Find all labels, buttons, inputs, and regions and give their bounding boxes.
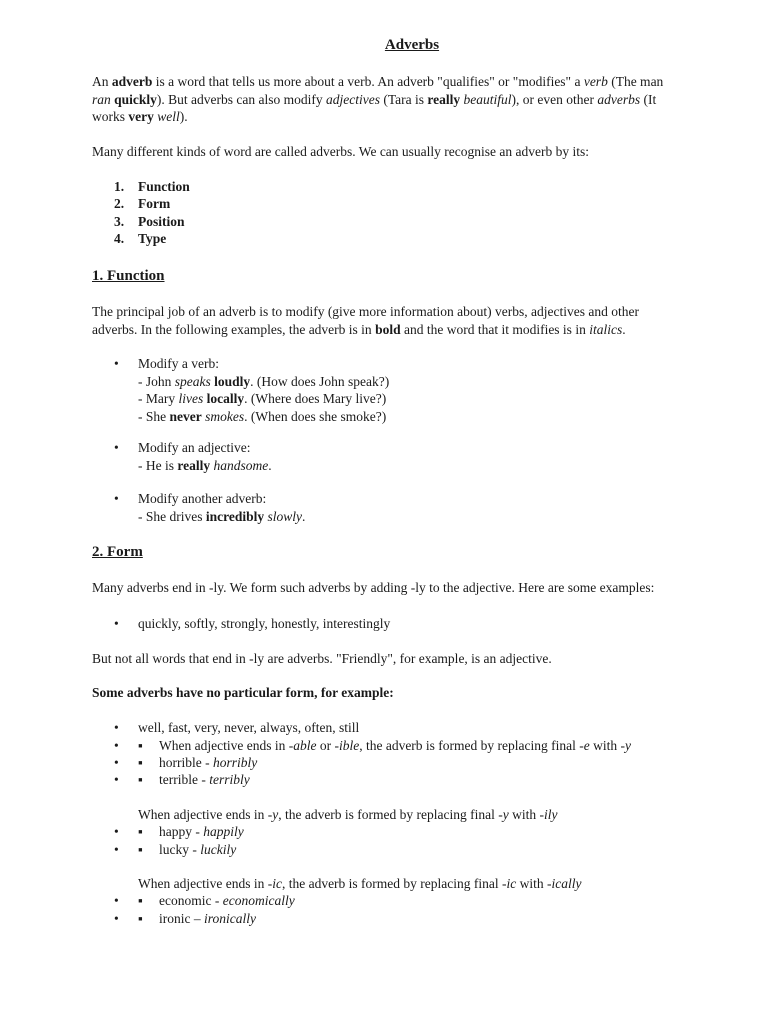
bullet-icon: • (114, 772, 119, 787)
bullet-icon: • (114, 824, 119, 839)
bullet-icon: • (114, 356, 119, 371)
bullet-icon: • (114, 911, 119, 926)
bullet-icon: • (114, 616, 119, 631)
example-line: - John speaks loudly. (How does John speak?) (138, 373, 390, 389)
intro-paragraph (92, 73, 732, 126)
square-bullet-icon: ▪ (138, 755, 143, 770)
form-paragraph-1: Many adverbs end in -ly. We form such adverbs by adding -ly to the adjective. Here are some examples: (92, 580, 655, 595)
bullet-icon: • (114, 440, 119, 455)
bullet-icon: • (114, 893, 119, 908)
example-line: - She never smokes. (When does she smoke?) (138, 408, 387, 424)
bullet-icon: • (114, 491, 119, 506)
intro-line-3: works very well). (92, 109, 188, 124)
form-paragraph-3: Some adverbs have no particular form, for example: (92, 685, 394, 700)
list-item: 1. Function (114, 179, 190, 194)
example-line: - He is really handsome. (138, 457, 272, 473)
intro-line-1: An adverb is a word that tells us more about a verb. An adverb "qualifies" or "modifies" a verb (The man (92, 74, 664, 89)
square-bullet-icon: ▪ (138, 738, 143, 753)
rule-y-text: When adjective ends in -y, the adverb is formed by replacing final -y with -ily (138, 807, 558, 822)
bullet-icon: • (114, 755, 119, 770)
form-paragraph-2: But not all words that end in -ly are adverbs. "Friendly", for example, is an adjective. (92, 651, 552, 666)
recognise-paragraph: Many different kinds of word are called adverbs. We can usually recognise an adverb by its: (92, 144, 590, 159)
bullet-icon: • (114, 842, 119, 857)
numbered-list (114, 178, 190, 247)
list-item: 4. Type (114, 230, 167, 246)
square-bullet-icon: ▪ (138, 772, 143, 787)
bullet-icon: • (114, 720, 119, 735)
list-item: 3. Position (114, 213, 185, 229)
square-bullet-icon: ▪ (138, 842, 143, 857)
square-bullet-icon: ▪ (138, 911, 143, 926)
rule-ic-text: When adjective ends in -ic, the adverb is formed by replacing final -ic with -ically (138, 876, 582, 891)
example-line: - She drives incredibly slowly. (138, 508, 306, 524)
example-line: - Mary lives locally. (Where does Mary live?) (138, 391, 387, 406)
intro-line-2: ran quickly). But adverbs can also modify adjectives (Tara is really beautiful), or even other adverbs (It (92, 91, 657, 107)
square-bullet-icon: ▪ (138, 893, 143, 908)
section-heading-function: 1. Function (92, 268, 165, 284)
function-paragraph: The principal job of an adverb is to modify (give more information about) verbs, adjectives and other adverbs. In the following examples, the adverb is in bold and the word that it modifies is in italics. (92, 304, 639, 337)
section-heading-form: 2. Form (92, 544, 143, 560)
page-title: Adverbs (384, 37, 440, 53)
list-item: 2. Form (114, 196, 171, 212)
square-bullet-icon: ▪ (138, 824, 143, 839)
bullet-icon: • (114, 738, 119, 753)
